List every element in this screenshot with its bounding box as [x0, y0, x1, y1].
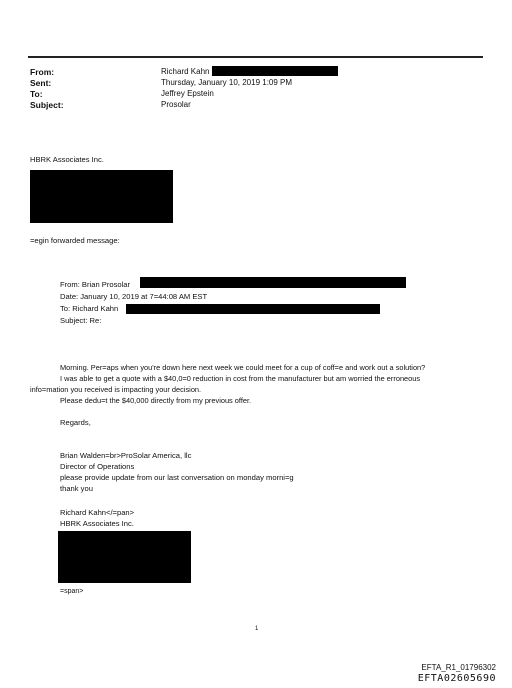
- signature-line-3: please provide update from our last conversation on monday morni=g: [60, 473, 294, 482]
- sent-label: Sent:: [30, 78, 52, 88]
- fwd-subject: Subject: Re:: [60, 316, 102, 325]
- redaction-reply-block: [58, 531, 191, 583]
- signature-line-4: thank you: [60, 484, 93, 493]
- to-label: To:: [30, 89, 43, 99]
- signature-line-2: Director of Operations: [60, 462, 135, 471]
- fwd-to: To: Richard Kahn: [60, 304, 119, 313]
- from-value: Richard Kahn: [161, 67, 210, 76]
- footer-id-large: EFTA02605690: [417, 673, 496, 684]
- body-line-2: I was able to get a quote with a $40,0=0 reduction in cost from the manufacturer but am worried the erroneous: [60, 374, 421, 383]
- body-line-1: Morning. Per=aps when you're down here next week we could meet for a cup of coff=e and work out a solution?: [60, 363, 426, 372]
- span-tag-text: =span>: [60, 588, 84, 595]
- body-line-3: info=mation you received is impacting your decision.: [30, 385, 202, 394]
- signature-line-1: Brian Walden=br>ProSolar America, llc: [60, 451, 192, 460]
- sent-value: Thursday, January 10, 2019 1:09 PM: [161, 78, 293, 87]
- subject-label: Subject:: [30, 100, 64, 110]
- fwd-date: Date: January 10, 2019 at 7=44:08 AM EST: [60, 292, 208, 301]
- redaction-fwd-from-email: [140, 277, 406, 288]
- redaction-fwd-to-email: [126, 304, 380, 314]
- reply-signature-company: HBRK Associates Inc.: [60, 519, 134, 528]
- sender-company: HBRK Associates Inc.: [30, 155, 104, 164]
- from-label: From:: [30, 67, 55, 77]
- subject-value: Prosolar: [161, 100, 191, 109]
- to-value: Jeffrey Epstein: [161, 89, 214, 98]
- fwd-from: From: Brian Prosolar: [60, 280, 131, 289]
- forward-marker: =egin forwarded message:: [30, 236, 120, 245]
- page-number: 1: [255, 626, 259, 632]
- footer-id-small: EFTA_R1_01796302: [421, 663, 496, 672]
- redaction-from-email: [212, 66, 338, 76]
- redaction-sender-block: [30, 170, 173, 223]
- header-rule: [28, 56, 483, 58]
- body-line-4: Please dedu=t the $40,000 directly from my previous offer.: [60, 396, 252, 405]
- regards: Regards,: [60, 418, 91, 427]
- reply-signature-name: Richard Kahn</=pan>: [60, 508, 135, 517]
